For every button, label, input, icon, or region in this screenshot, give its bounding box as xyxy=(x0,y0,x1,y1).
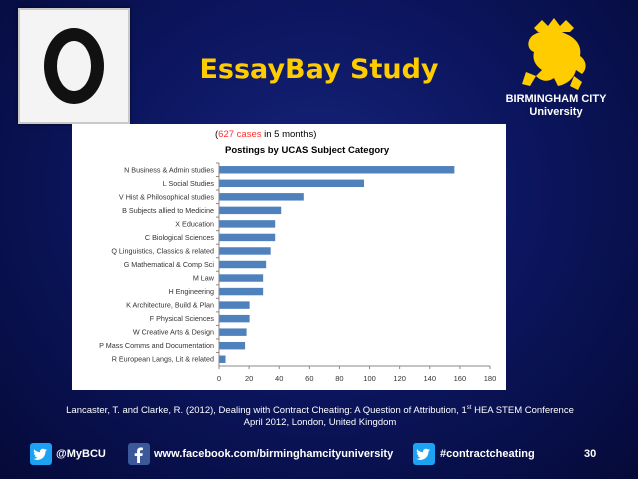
category-label: K Architecture, Build & Plan xyxy=(126,300,214,310)
category-label: H Engineering xyxy=(168,287,214,297)
page-number: 30 xyxy=(584,448,597,460)
citation-line-2: April 2012, London, United Kingdom xyxy=(243,417,397,429)
bar-chart xyxy=(72,124,506,390)
facebook-icon[interactable] xyxy=(128,443,150,465)
citation xyxy=(40,402,600,429)
x-tick-label: 100 xyxy=(363,374,376,383)
chart-subtitle-part: 627 cases xyxy=(218,129,262,140)
chart-title: Postings by UCAS Subject Category xyxy=(225,145,390,156)
bar xyxy=(220,356,226,363)
bar xyxy=(220,166,455,173)
chart-area xyxy=(72,124,506,390)
lion-crest-icon xyxy=(496,16,616,92)
twitter-icon-hashtag[interactable] xyxy=(413,443,435,465)
bar xyxy=(220,261,267,268)
x-tick-label: 20 xyxy=(244,374,254,383)
slide-title: EssayBay Study xyxy=(199,54,439,85)
category-label: L Social Studies xyxy=(162,178,214,188)
facebook-link[interactable]: www.facebook.com/birminghamcityuniversity xyxy=(154,448,394,460)
category-label: C Biological Sciences xyxy=(144,232,214,242)
logo-text-line2: University xyxy=(529,106,583,118)
category-label: V Hist & Philosophical studies xyxy=(118,192,214,202)
category-label: X Education xyxy=(175,219,214,229)
x-tick-label: 0 xyxy=(216,374,222,383)
category-label: N Business & Admin studies xyxy=(124,165,214,175)
x-tick-label: 160 xyxy=(453,374,467,383)
category-label: B Subjects allied to Medicine xyxy=(122,205,214,215)
bar xyxy=(220,328,247,335)
chart-subtitle-part: ( xyxy=(215,129,219,140)
twitter-icon[interactable] xyxy=(30,443,52,465)
bar xyxy=(220,301,250,308)
bar xyxy=(220,220,276,227)
bar xyxy=(220,234,276,241)
bar xyxy=(220,274,264,281)
category-label: P Mass Comms and Documentation xyxy=(99,341,214,351)
chart-subtitle-part: in 5 months) xyxy=(261,129,317,140)
x-tick-label: 80 xyxy=(335,374,344,383)
category-label: W Creative Arts & Design xyxy=(132,327,214,337)
twitter-handle[interactable]: @MyBCU xyxy=(56,448,106,460)
x-tick-label: 140 xyxy=(423,374,437,383)
category-label: F Physical Sciences xyxy=(149,314,214,324)
bar xyxy=(220,288,264,295)
category-label: G Mathematical & Comp Sci xyxy=(123,260,214,269)
x-tick-label: 120 xyxy=(393,374,406,383)
citation-line-1 xyxy=(40,402,600,417)
bar xyxy=(220,207,282,214)
bar xyxy=(220,342,246,349)
bar xyxy=(220,180,365,187)
logo-text-line1: BIRMINGHAM CITY xyxy=(505,93,607,105)
x-tick-label: 40 xyxy=(275,374,284,383)
category-label: M Law xyxy=(192,273,214,283)
chart-subtitle xyxy=(215,129,316,140)
bar xyxy=(220,193,304,200)
citation-line-1b: HEA STEM Conference xyxy=(471,405,574,417)
category-label: R European Langs, Lit & related xyxy=(111,354,214,364)
x-tick-label: 60 xyxy=(305,374,314,383)
citation-line-1a: Lancaster, T. and Clarke, R. (2012), Dealing with Contract Cheating: A Question of Attribution, 1 xyxy=(66,405,467,417)
footer-bar xyxy=(0,438,638,472)
bar xyxy=(220,315,250,322)
birmingham-city-university-logo xyxy=(496,16,616,126)
category-label: Q Linguistics, Classics & related xyxy=(111,246,214,256)
x-tick-label: 180 xyxy=(483,374,497,383)
bar xyxy=(220,247,271,254)
hashtag[interactable]: #contractcheating xyxy=(440,448,535,460)
citation-superscript: st xyxy=(466,405,472,411)
